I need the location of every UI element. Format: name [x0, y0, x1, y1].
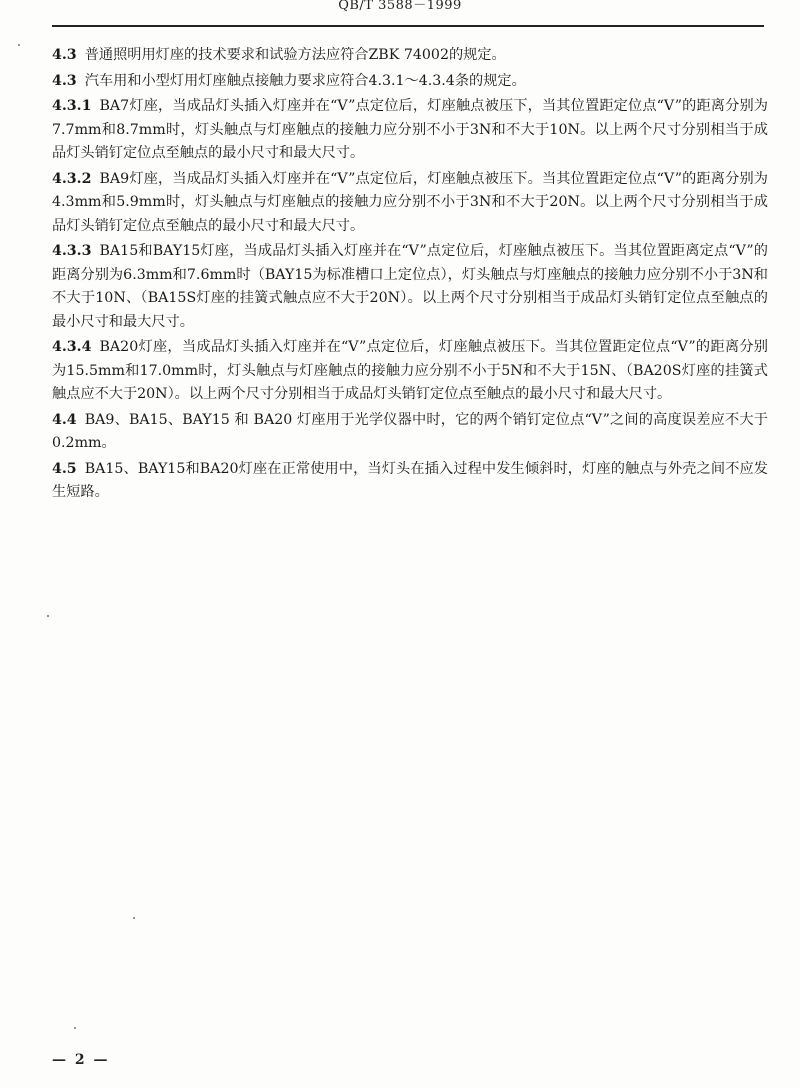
- clause-number: 4.3.4: [52, 339, 92, 355]
- clause-text: BA7灯座，当成品灯头插入灯座并在“V”点定位后，灯座触点被压下，当其位置距定位点“V”的距离分别为7.7mm和8.7mm时，灯头触点与灯座触点的接触力应分别不小于3N和不大于10N。以上两个尺寸分别相当于成品灯头销钉定位点至触点的最小尺寸和最大尺寸。: [52, 98, 768, 161]
- clause-text: 普通照明用灯座的技术要求和试验方法应符合ZBK 74002的规定。: [84, 47, 506, 63]
- clause-number: 4.3: [52, 47, 77, 63]
- clause-4-3-contact-force: [52, 70, 768, 94]
- clause-number: 4.3.3: [52, 243, 92, 259]
- clause-4-3-3: [52, 240, 768, 334]
- header-rule: [52, 25, 764, 27]
- clause-text: BA20灯座，当成品灯头插入灯座并在“V”点定位后，灯座触点被压下。当其位置距定位点“V”的距离分别为15.5mm和17.0mm时，灯头触点与灯座触点的接触力应分别不小于5N和不大于15N、（BA20S灯座的挂簧式触点应不大于20N）。以上两个尺寸分别相当于成品灯头销钉定位点至触点的最小尺寸和最大尺寸。: [52, 339, 768, 402]
- clause-4-3-2: [52, 168, 768, 239]
- clause-number: 4.3: [52, 72, 77, 89]
- clause-4-3-4: [52, 336, 768, 407]
- standard-code-header: QB/T 3588－1999: [338, 0, 462, 13]
- clause-4-4: [52, 409, 768, 456]
- clause-4-3-general: [52, 44, 768, 68]
- clause-4-5: [52, 458, 768, 505]
- scan-speck: [18, 44, 20, 46]
- clause-number: 4.3.2: [52, 170, 92, 187]
- clause-text: BA15、BAY15和BA20灯座在正常使用中，当灯头在插入过程中发生倾斜时，灯座的触点与外壳之间不应发生短路。: [52, 460, 768, 500]
- clause-number: 4.5: [52, 460, 77, 477]
- clause-text: BA9灯座，当成品灯头插入灯座并在“V”点定位后，灯座触点被压下。当其位置距定位点“V”的距离分别为4.3mm和5.9mm时，灯头触点与灯座触点的接触力应分别不小于3N和不大于20N。以上两个尺寸分别相当于成品灯头销钉定位点至触点的最小尺寸和最大尺寸。: [52, 170, 768, 234]
- clause-text: 汽车用和小型灯用灯座触点接触力要求应符合4.3.1～4.3.4条的规定。: [84, 72, 526, 89]
- page-number: — 2 —: [52, 1052, 110, 1068]
- clause-number: 4.3.1: [52, 98, 92, 114]
- scan-speck: [47, 615, 49, 617]
- scan-speck: [74, 1027, 76, 1029]
- clause-number: 4.4: [52, 411, 77, 428]
- document-body: [52, 44, 768, 507]
- clause-4-3-1: [52, 95, 768, 166]
- clause-text: BA9、BA15、BAY15 和 BA20 灯座用于光学仪器中时，它的两个销钉定位点“V”之间的高度误差应不大于0.2mm。: [52, 411, 768, 451]
- scan-speck: [133, 917, 135, 919]
- clause-text: BA15和BAY15灯座，当成品灯头插入灯座并在“V”点定位后，灯座触点被压下。当其位置距离定点“V”的距离分别为6.3mm和7.6mm时（BAY15为标准槽口上定位点），灯头触点与灯座触点的接触力应分别不小于3N和不大于10N、（BA15S灯座的挂簧式触点应不大于20N）。以上两个尺寸分别相当于成品灯头销钉定位点至触点的最小尺寸和最大尺寸。: [52, 243, 768, 330]
